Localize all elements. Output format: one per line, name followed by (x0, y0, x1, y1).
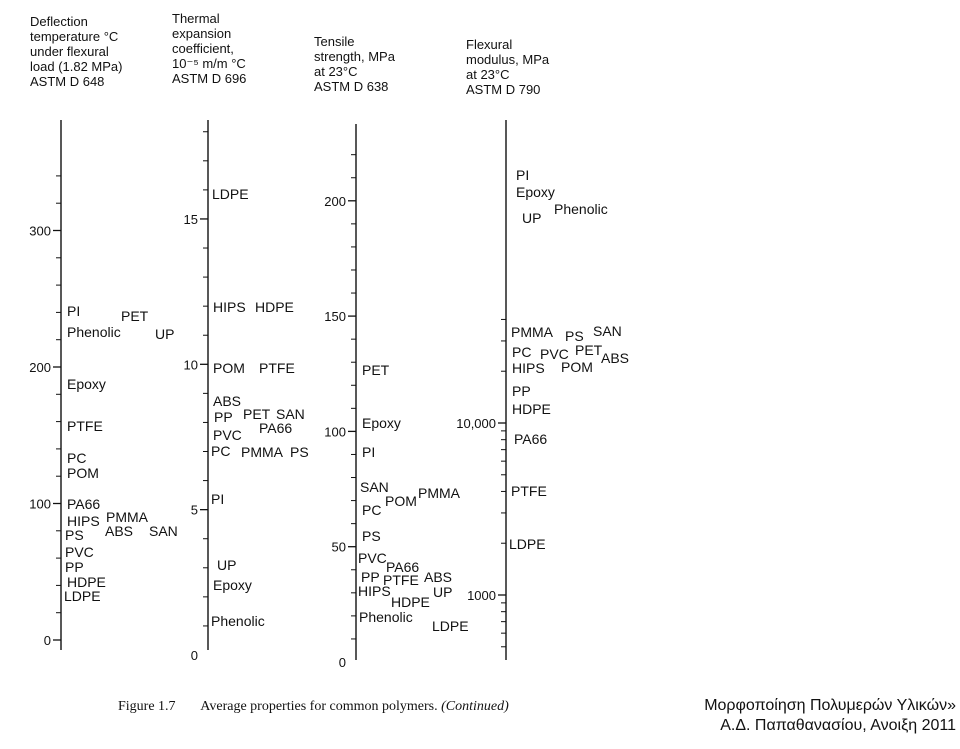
deflection-polymer-label: PC (67, 450, 87, 466)
flexural-modulus-polymer-label: PC (512, 344, 532, 360)
flexural-modulus-polymer-label: PI (516, 167, 530, 183)
deflection-header-line: Deflection (30, 14, 88, 29)
tensile-strength-polymer-label: POM (385, 493, 417, 509)
caption-continued: (Continued) (441, 699, 509, 714)
deflection-polymer-label: PS (65, 527, 84, 543)
flexural-modulus-polymer-label: PP (512, 383, 531, 399)
deflection-polymer-label: PA66 (67, 496, 101, 512)
thermal-expansion-polymer-label: PVC (213, 427, 242, 443)
thermal-expansion-polymer-label: HDPE (255, 299, 294, 315)
deflection-header-line: temperature °C (30, 29, 119, 44)
tensile-strength-polymer-label: Phenolic (359, 609, 413, 625)
thermal-expansion-polymer-label: UP (217, 557, 237, 573)
deflection-polymer-label: UP (155, 326, 175, 342)
deflection-polymer-label: PI (67, 303, 81, 319)
thermal-expansion-polymer-label: LDPE (212, 186, 249, 202)
thermal-expansion-polymer-label: PA66 (259, 420, 293, 436)
thermal-expansion-tick-label: 15 (183, 211, 198, 227)
flexural-modulus-polymer-label: LDPE (509, 536, 546, 552)
deflection-polymer-label: HIPS (67, 513, 100, 529)
flexural-modulus-polymer-label: Epoxy (516, 184, 555, 200)
tensile-strength-polymer-label: UP (433, 584, 453, 600)
thermal-expansion-header (172, 11, 246, 86)
flexural-modulus-polymer-label: POM (561, 359, 593, 375)
deflection-polymer-label: PET (121, 308, 149, 324)
deflection-tick-label: 200 (29, 360, 51, 375)
deflection-header-line: under flexural (30, 44, 109, 59)
deflection-header (30, 14, 123, 89)
deflection-header-line: ASTM D 648 (30, 74, 105, 89)
tensile-strength-tick-label: 200 (324, 193, 346, 209)
tensile-strength-polymer-label: ABS (424, 569, 453, 585)
thermal-expansion-polymer-label: ABS (213, 393, 242, 409)
thermal-expansion-polymer-label: PET (243, 406, 271, 422)
thermal-expansion-polymer-label: HIPS (213, 299, 246, 315)
deflection-polymer-label: PVC (65, 544, 94, 560)
deflection-tick-label: 0 (43, 633, 51, 648)
deflection-polymer-label: PTFE (67, 418, 103, 434)
thermal-expansion-tick-label: 10 (183, 357, 198, 373)
deflection-polymer-label: Phenolic (67, 324, 121, 340)
tensile-strength-polymer-label: PTFE (383, 572, 419, 588)
thermal-expansion-polymer-label: PTFE (259, 360, 295, 376)
thermal-expansion-polymer-label: PC (211, 443, 231, 459)
thermal-expansion-header-line: coefficient, (172, 41, 234, 56)
flexural-modulus-tick-label: 1000 (467, 588, 496, 603)
deflection-polymer-label: SAN (149, 523, 178, 539)
flexural-modulus-polymer-label: UP (522, 210, 542, 226)
flexural-modulus-header-line: Flexural (466, 37, 513, 52)
tensile-strength-polymer-label: HIPS (358, 583, 391, 599)
deflection-polymer-label: HDPE (67, 574, 106, 590)
deflection-tick-label: 100 (29, 496, 51, 512)
flexural-modulus-polymer-label: HDPE (512, 401, 551, 417)
flexural-modulus-polymer-label: ABS (601, 350, 630, 366)
thermal-expansion-header-line: Thermal (172, 11, 220, 26)
tensile-strength-tick-label: 0 (338, 655, 346, 670)
tensile-strength-tick-label: 50 (331, 539, 346, 555)
course-credit (704, 696, 956, 736)
figure-caption (118, 699, 509, 715)
flexural-modulus-polymer-label: PS (565, 328, 584, 344)
flexural-modulus-polymer-label: PVC (540, 346, 569, 362)
tensile-strength-polymer-label: PC (362, 502, 382, 518)
credit-line-1: Μορφοποίηση Πολυμερών Υλικών» (704, 697, 956, 714)
tensile-strength-polymer-label: PET (362, 362, 390, 378)
flexural-modulus-tick-label: 10,000 (456, 416, 496, 431)
caption-figure-number: Figure 1.7 (118, 699, 176, 714)
flexural-modulus-header-line: at 23°C (466, 67, 510, 82)
thermal-expansion-tick-label: 0 (190, 648, 198, 663)
deflection-polymer-label: PP (65, 559, 84, 575)
tensile-strength-polymer-label: PP (361, 569, 380, 585)
thermal-expansion-tick-label: 5 (190, 502, 198, 518)
flexural-modulus-polymer-label: SAN (593, 323, 622, 339)
thermal-expansion-polymer-label: POM (213, 360, 245, 376)
thermal-expansion-polymer-label: Epoxy (213, 577, 252, 593)
tensile-strength-header-line: ASTM D 638 (314, 79, 389, 94)
tensile-strength-tick-label: 150 (324, 309, 346, 325)
thermal-expansion-polymer-label: PI (211, 491, 225, 507)
deflection-polymer-label: POM (67, 465, 99, 481)
caption-text: Average properties for common polymers. (200, 699, 438, 714)
tensile-strength-polymer-label: PMMA (418, 485, 460, 501)
credit-line-2: Α.Δ. Παπαθανασίου, Ανοιξη 2011 (720, 717, 956, 734)
deflection-polymer-label: Epoxy (67, 376, 106, 392)
tensile-strength-polymer-label: PS (362, 528, 381, 544)
flexural-modulus-polymer-label: Phenolic (554, 201, 608, 217)
flexural-modulus-header (466, 37, 549, 97)
tensile-strength-header (314, 34, 395, 94)
deflection-polymer-label: LDPE (64, 588, 101, 604)
flexural-modulus-polymer-label: PMMA (511, 324, 553, 340)
thermal-expansion-header-line: expansion (172, 26, 232, 41)
tensile-strength-polymer-label: PI (362, 444, 376, 460)
tensile-strength-tick-label: 100 (324, 424, 346, 440)
thermal-expansion-header-line: 10⁻⁵ m/m °C (172, 56, 246, 71)
deflection-polymer-label: ABS (105, 523, 134, 539)
flexural-modulus-polymer-label: PTFE (511, 483, 547, 499)
tensile-strength-polymer-label: HDPE (391, 594, 430, 610)
flexural-modulus-header-line: modulus, MPa (466, 52, 550, 67)
flexural-modulus-polymer-label: HIPS (512, 360, 545, 376)
thermal-expansion-polymer-label: PMMA (241, 444, 283, 460)
flexural-modulus-polymer-label: PA66 (514, 431, 548, 447)
thermal-expansion-header-line: ASTM D 696 (172, 71, 247, 86)
thermal-expansion-polymer-label: SAN (276, 406, 305, 422)
deflection-polymer-label: PMMA (106, 509, 148, 525)
deflection-header-line: load (1.82 MPa) (30, 59, 123, 74)
flexural-modulus-polymer-label: PET (575, 342, 603, 358)
tensile-strength-polymer-label: SAN (360, 479, 389, 495)
flexural-modulus-header-line: ASTM D 790 (466, 82, 541, 97)
tensile-strength-polymer-label: Epoxy (362, 415, 401, 431)
thermal-expansion-polymer-label: PS (290, 444, 309, 460)
tensile-strength-polymer-label: PA66 (386, 559, 420, 575)
tensile-strength-header-line: at 23°C (314, 64, 358, 79)
deflection-tick-label: 300 (29, 223, 51, 239)
thermal-expansion-polymer-label: Phenolic (211, 613, 265, 629)
thermal-expansion-polymer-label: PP (214, 409, 233, 425)
tensile-strength-polymer-label: LDPE (432, 618, 469, 634)
tensile-strength-header-line: strength, MPa (314, 49, 395, 64)
tensile-strength-polymer-label: PVC (358, 550, 387, 566)
tensile-strength-header-line: Tensile (314, 34, 355, 49)
